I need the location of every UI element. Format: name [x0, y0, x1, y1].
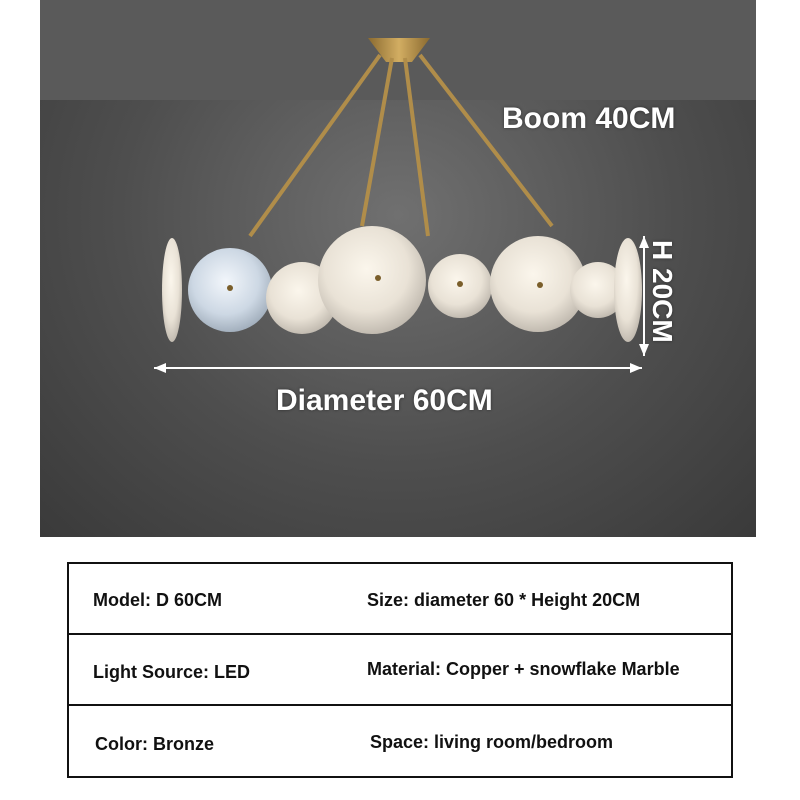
spec-size: Size: diameter 60 * Height 20CM — [367, 590, 641, 610]
diameter-label: Diameter 60CM — [276, 384, 493, 417]
spec-color: Color: Bronze — [95, 734, 214, 754]
marble-disc — [318, 226, 426, 334]
spec-row — [69, 635, 731, 706]
spec-table — [67, 562, 733, 778]
spec-material: Material: Copper + snowflake Marble — [367, 659, 680, 679]
spec-light-source: Light Source: LED — [93, 662, 250, 682]
marble-disc — [162, 238, 182, 342]
spec-model: Model: D 60CM — [93, 590, 223, 610]
spec-space: Space: living room/bedroom — [370, 732, 614, 752]
boom-length-label: Boom 40CM — [502, 102, 676, 135]
product-photo — [40, 0, 756, 537]
spec-row — [69, 706, 731, 777]
marble-disc — [614, 238, 642, 342]
height-label: H 20CM — [647, 240, 678, 343]
spec-row — [69, 564, 731, 635]
